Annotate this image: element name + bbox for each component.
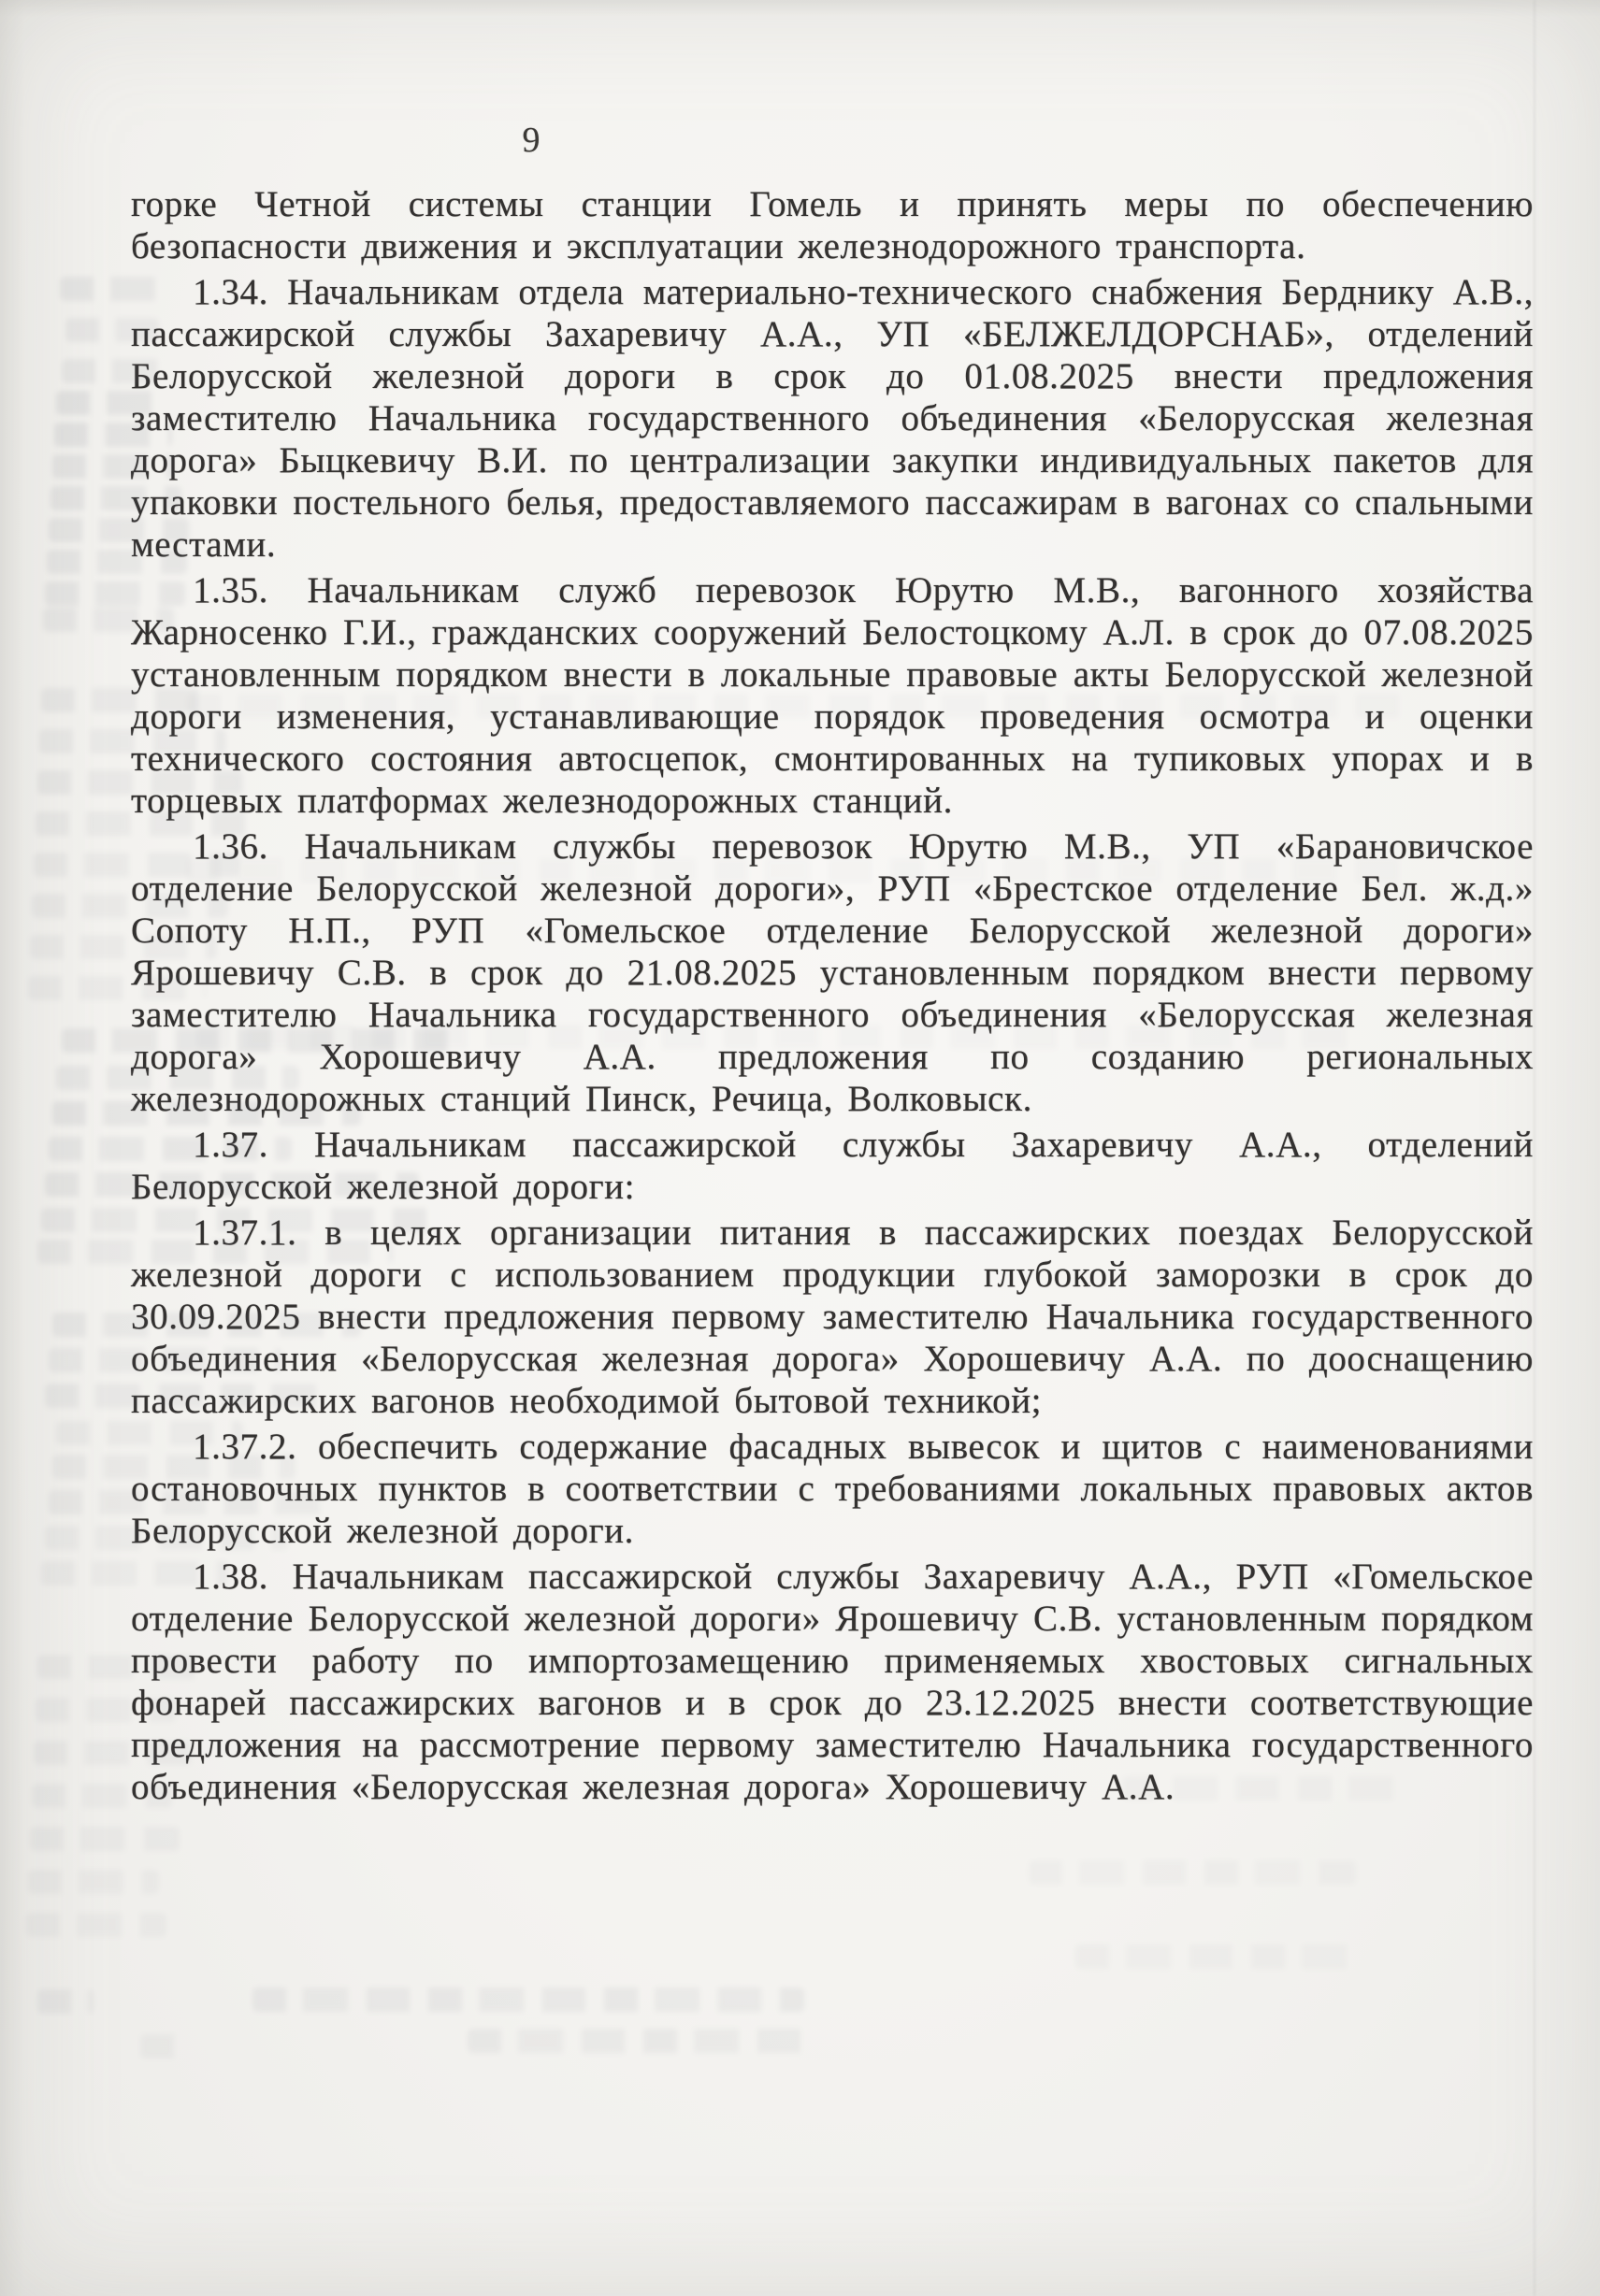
bleedthrough-mark (34, 1741, 193, 1765)
bleedthrough-mark (52, 454, 174, 479)
bleedthrough-mark (36, 811, 251, 836)
bleedthrough-mark (60, 277, 172, 301)
bleedthrough-mark (39, 729, 226, 753)
scan-fold-line (1534, 0, 1535, 2296)
bleedthrough-mark (49, 518, 189, 542)
bleedthrough-mark (56, 391, 168, 415)
bleedthrough-mark (56, 1066, 299, 1090)
bleedthrough-mark (52, 1455, 295, 1479)
paragraph-continuation: горке Четной системы станции Гомель и принять меры по обеспечению безопасности движения и эксплуатации железнодорожного транспорта. (131, 184, 1534, 266)
bleedthrough-mark (47, 550, 187, 574)
bleedthrough-mark (41, 1561, 228, 1586)
bleedthrough-mark (45, 1384, 325, 1408)
bleedthrough-mark (49, 1137, 292, 1161)
paragraph-1-36: 1.36. Начальникам службы перевозок Юрутю М.В., УП «Барановичское отделение Белорусской железной дороги», РУП «Брестское отделение Бел. ж.д.» Сопоту Н.П., РУП «Гомельское отделение Белорусской железной дороги» Ярошевичу С.В. в срок до 21.08.2025 установленным порядком внести первому заместителю Начальника государственного объединения «Белорусская железная дорога» Хорошевичу А.А. предложения по созданию региональных железнодорожных станций Пинск, Речица, Волковыск. (131, 826, 1534, 1119)
bleedthrough-mark (1029, 1860, 1356, 1885)
bleedthrough-mark (26, 1913, 166, 1937)
bleedthrough-mark (52, 1313, 361, 1337)
bleedthrough-mark (187, 694, 1403, 718)
bleedthrough-mark (56, 1421, 243, 1445)
paragraph-1-37-1: 1.37.1. в целях организации питания в пассажирских поездах Белорусской железной дороги с использованием продукции глубокой заморозки в срок до 30.09.2025 внести предложения первому заместителю Начальника государственного объединения «Белорусская железная дорога» Хорошевичу А.А. по дооснащению пассажирских вагонов необходимой бытовой техникой; (131, 1213, 1534, 1421)
bleedthrough-mark (45, 1526, 288, 1550)
bleedthrough-mark (41, 1208, 443, 1232)
bleedthrough-mark (50, 486, 181, 510)
bleedthrough-mark (45, 1172, 419, 1197)
paragraph-1-38: 1.38. Начальникам пассажирской службы Захаревичу А.А., РУП «Гомельское отделение Белорусской железной дороги» Ярошевичу С.В. установленным порядком провести работу по импортозамещению применяемых хвостовых сигнальных фонарей пассажирских вагонов и в срок до 23.12.2025 внести соответствующие предложения на рассмотрение первому заместителю Начальника государственного объединения «Белорусская железная дорога» Хорошевичу А.А. (131, 1557, 1534, 1807)
paragraph-1-35: 1.35. Начальникам служб перевозок Юрутю М.В., вагонного хозяйства Жарносенко Г.И., гражданских сооружений Белостоцкому А.Л. в срок до 07.08.2025 установленным порядком внести в локальные правовые акты Белорусской железной дороги изменения, устанавливающие порядок проведения осмотра и оценки технического состояния автосцепок, смонтированных на тупиковых упорах и в торцевых платформах железнодорожных станций. (131, 570, 1534, 821)
bleedthrough-mark (28, 976, 206, 1000)
bleedthrough-mark (62, 359, 165, 383)
bleedthrough-mark (54, 423, 172, 447)
bleedthrough-mark (1122, 1776, 1403, 1801)
bleedthrough-mark (43, 608, 174, 632)
paragraph-1-34: 1.34. Начальникам отдела материально-технического снабжения Берднику А.В., пассажирской службы Захаревичу А.А., УП «БЕЛЖЕЛДОРСНАБ», отделений Белорусской железной дороги в срок до 01.08.2025 внести предложения заместителю Начальника государственного объединения «Белорусская железная дорога» Быцкевичу В.И. по централизации закупки индивидуальных пакетов для упаковки постельного белья, предоставляемого пассажирам в вагонах со спальными местами. (131, 272, 1534, 565)
bleedthrough-mark (32, 894, 228, 918)
bleedthrough-mark (45, 581, 185, 606)
bleedthrough-mark (52, 1101, 361, 1126)
bleedthrough-mark (140, 2034, 187, 2059)
bleedthrough-mark (65, 318, 159, 342)
bleedthrough-mark (41, 688, 200, 712)
paragraph-1-37: 1.37. Начальникам пассажирской службы Захаревичу А.А., отделений Белорусской железной дороги: (131, 1125, 1534, 1207)
bleedthrough-mark (252, 1987, 804, 2012)
bleedthrough-mark (37, 1989, 94, 2014)
bleedthrough-mark (468, 2029, 814, 2053)
bleedthrough-mark (196, 1025, 1365, 1049)
bleedthrough-mark (36, 1698, 176, 1722)
bleedthrough-mark (187, 858, 1403, 883)
bleedthrough-mark (37, 1240, 393, 1264)
bleedthrough-mark (1075, 1944, 1356, 1969)
bleedthrough-mark (49, 1348, 282, 1372)
bleedthrough-mark (37, 770, 243, 795)
bleedthrough-mark (49, 1490, 329, 1514)
bleedthrough-mark (32, 1784, 172, 1808)
document-body (131, 183, 1534, 1812)
bleedthrough-mark (30, 1827, 180, 1851)
paragraph-1-37-2: 1.37.2. обеспечить содержание фасадных вывесок и щитов с наименованиями остановочных пунктов в соответствии с требованиями локальных правовых актов Белорусской железной дороги. (131, 1427, 1534, 1551)
bleedthrough-mark (37, 1655, 206, 1679)
bleedthrough-mark (28, 1870, 159, 1894)
page-number: 9 (522, 121, 541, 160)
bleedthrough-mark (30, 935, 217, 959)
